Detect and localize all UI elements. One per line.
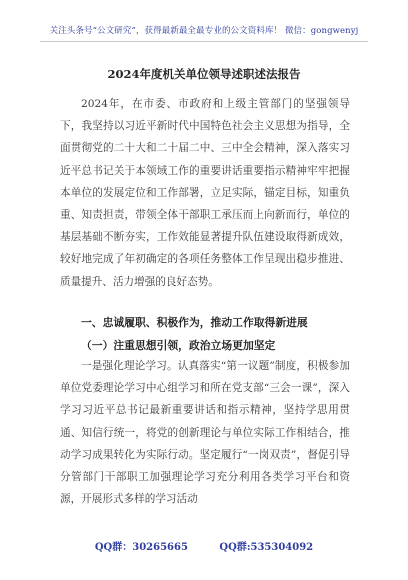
header-notice: 关注头条号“公文研究”，获得最新最全最专业的公文资料库！ 微信：gongwenyj [49,26,359,36]
paragraph-intro: 2024年，在市委、市政府和上级主管部门的坚强领导下，我坚持以习近平新时代中国特色社会主义思想为指导，全面贯彻党的二十大和二十届二中、三中全会精神，深入落实习近平总书记关于本领域工作的重要讲话重要指示精神牢牢把握本单位的发展定位和工作部署，立足实际，锚定目标，知重负重、知责担责，带领全体干部职工承压而上向新而行，单位的基层基础不断夯实，工作效能显著提升队伍建设取得新成效，较好地完成了年初确定的各项任务整体工作呈现出稳步推进、质量提升、活力增强的良好态势。 [60,98,350,288]
document-title: 2024年度机关单位领导述职述法报告 [107,67,301,81]
section-heading: 一、忠诚履职、积极作为，推动工作取得新进展 [81,316,308,329]
footer-qq-group-1: QQ群：30265665 [94,542,188,553]
paragraph-theory-study: 一是强化理论学习。认真落实“第一议题”制度，积极参加单位党委理论学习中心组学习和所在党支部“三会一课”，深入学习习近平总书记最新重要讲话和指示精神，坚持学思用贯通、知信行统一，将党的创新理论与单位实际工作相结合，推动学习成果转化为实际行动。坚定履行“一岗双责”，督促引导分管部门干部职工加强理论学习充分利用各类学习平台和资源，开展形式多样的学习活动 [60,360,350,506]
footer-qq-group-2: QQ群:535304092 [219,542,314,553]
footer [0,538,408,553]
header-divider [40,41,368,42]
subsection-heading: （一）注重思想引领，政治立场更加坚定 [81,339,276,352]
